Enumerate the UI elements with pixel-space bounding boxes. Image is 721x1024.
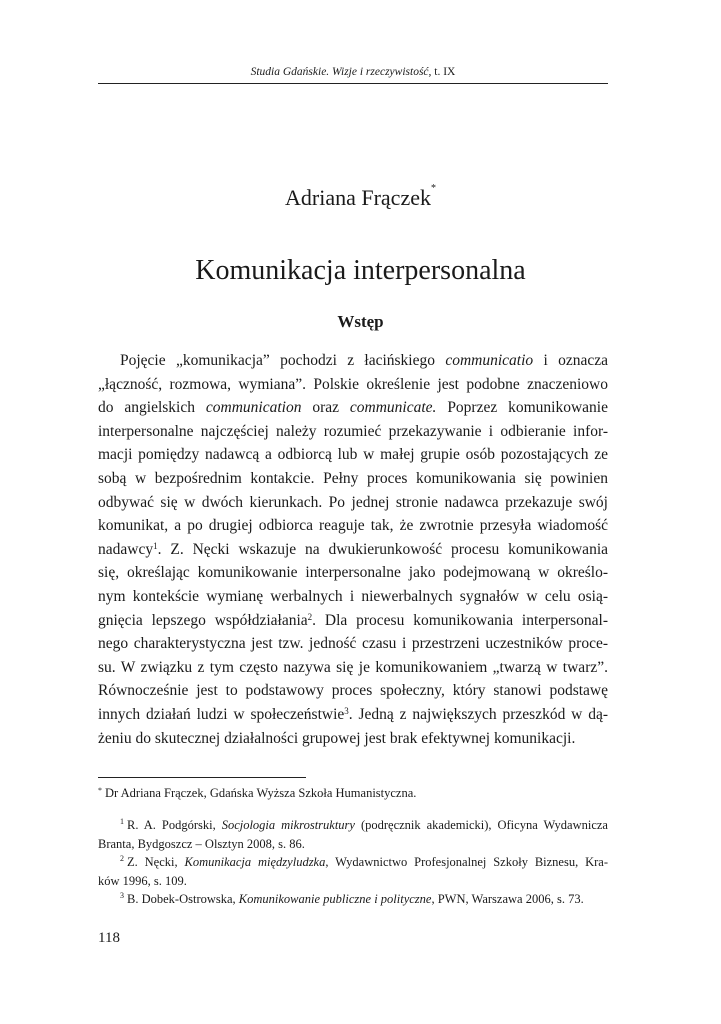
text-run: , PWN, Warszawa 2006, s. 73. <box>431 892 584 906</box>
text-run: nadawcy <box>98 540 154 558</box>
author-footnote-mark: * <box>430 183 436 194</box>
text-run: sobą w bezpośrednim kontakcie. Pełny proces komunikowania się powinien <box>98 469 608 487</box>
text-run: odbywać się w dwóch kierunkach. Po jednej stronie nadawca przekazuje swój <box>98 493 608 511</box>
text-run: oraz <box>301 399 350 417</box>
body-line <box>98 561 608 585</box>
body-line <box>98 703 608 727</box>
footnote-line <box>98 872 608 891</box>
cited-title: Komunikacja międzyludzka <box>184 855 326 869</box>
footnote-number: 1 <box>120 817 124 826</box>
body-line <box>98 656 608 680</box>
body-line <box>98 443 608 467</box>
journal-title: Studia Gdańskie. Wizje i rzeczywistość, <box>250 66 432 78</box>
text-run: . Z. Nęcki wskazuje na dwukierunkowość procesu komunikowania <box>157 540 608 558</box>
text-run: Z. Nęcki, <box>127 855 185 869</box>
body-line <box>98 420 608 444</box>
text-run: gnięcia lepszego współdziałania <box>98 611 308 629</box>
footnote-ref[interactable]: 3 <box>344 705 349 716</box>
foreign-term: communicate. <box>349 399 437 417</box>
body-line <box>98 396 608 420</box>
text-run: innych działań ludzi w społeczeństwie <box>98 705 345 723</box>
body-line <box>98 679 608 703</box>
text-run: nym kontekście wymianę werbalnych i niewerbalnych sygnałów w celu osią- <box>98 587 608 605</box>
text-run: komunikat, a po drugiej odbiorca reaguje tak, że zwrotnie przesyła wiadomość <box>98 517 608 535</box>
body-line <box>98 491 608 515</box>
body-line <box>98 632 608 656</box>
text-run: Branta, Bydgoszcz – Olsztyn 2008, s. 86. <box>98 836 305 851</box>
footnote-line <box>98 853 608 872</box>
volume-label: t. IX <box>434 66 456 78</box>
footnote-author <box>98 784 416 802</box>
text-run: su. W związku z tym często nazywa się je komunikowaniem „twarzą w twarz”. <box>98 658 608 676</box>
text-run: Pojęcie „komunikacja” pochodzi z łacińskiego <box>120 352 446 369</box>
footnote-ref[interactable]: 1 <box>153 540 158 551</box>
page-number: 118 <box>98 930 120 946</box>
text-run: B. Dobek-Ostrowska, <box>127 892 239 906</box>
text-run: do angielskich <box>98 399 206 417</box>
body-line <box>98 585 608 609</box>
body-line <box>98 349 608 373</box>
footnote-number: 2 <box>120 854 124 863</box>
footnote-number: 3 <box>120 891 124 900</box>
section-heading: Wstęp <box>337 312 384 331</box>
body-line <box>98 538 608 562</box>
body-line <box>98 514 608 538</box>
text-run: ków 1996, s. 109. <box>98 873 187 888</box>
text-run: , Wydawnictwo Profesjonalnej Szkoły Biznesu, Kra- <box>325 855 608 869</box>
footnote-rule <box>98 777 306 778</box>
text-run: Równocześnie jest to podstawowy proces społeczny, który stanowi podstawę <box>98 682 608 700</box>
foreign-term: communication <box>205 399 302 417</box>
text-run: i oznacza <box>533 352 608 369</box>
article-title: Komunikacja interpersonalna <box>195 255 526 286</box>
body-paragraph <box>98 349 608 750</box>
footnotes <box>98 816 608 909</box>
body-line <box>98 609 608 633</box>
footnote-ref[interactable]: 2 <box>307 611 313 622</box>
text-run: (podręcznik akademicki), Oficyna Wydawnicza <box>354 818 608 832</box>
text-run: . Jedną z największych przeszkód w dą- <box>348 705 608 723</box>
text-run: żeniu do skutecznej działalności grupowej jest brak efektywnej komunikacji. <box>98 729 576 747</box>
text-run: nego charakterystyczna jest tzw. jedność czasu i przestrzeni uczestników proce- <box>98 635 608 653</box>
body-line <box>98 727 608 751</box>
footnote-line <box>98 835 608 854</box>
text-run: Poprzez komunikowanie <box>436 399 608 417</box>
running-head <box>98 66 608 78</box>
footnote-line <box>98 890 608 909</box>
header-rule <box>98 83 608 84</box>
body-line <box>98 373 608 397</box>
cited-title: Socjologia mikrostruktury <box>221 818 355 832</box>
footnote-mark: * <box>98 786 102 795</box>
body-line <box>98 467 608 491</box>
text-run: . Dla procesu komunikowania interpersonal- <box>312 611 609 629</box>
footnote-line <box>98 816 608 835</box>
author-name <box>0 185 721 211</box>
text-run: się, określając komunikowanie interpersonalne jako podejmowaną w określo- <box>98 564 608 582</box>
footnote-text: Dr Adriana Frączek, Gdańska Wyższa Szkoła Humanistyczna. <box>105 786 417 800</box>
foreign-term: communicatio <box>445 352 534 369</box>
text-run: „łączność, rozmowa, wymiana”. Polskie określenie jest podobne znaczeniowo <box>98 375 608 393</box>
text-run: R. A. Podgórski, <box>127 818 222 832</box>
author-name-text: Adriana Frączek <box>285 185 431 210</box>
cited-title: Komunikowanie publiczne i polityczne <box>238 892 432 906</box>
text-run: macji pomiędzy nadawcą a odbiorcą lub w małej grupie osób pozostających ze <box>98 446 608 464</box>
text-run: interpersonalne najczęściej należy rozumieć przekazywanie i odbieranie infor- <box>98 422 608 440</box>
